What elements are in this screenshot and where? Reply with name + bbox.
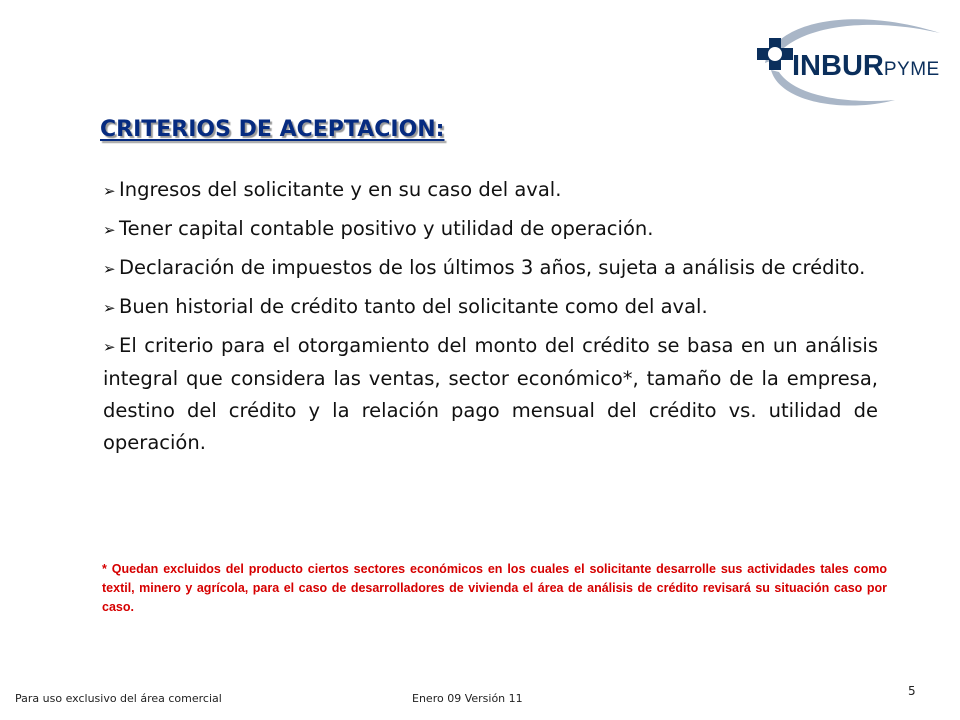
footer-version: Enero 09 Versión 11 <box>412 692 523 705</box>
footnote: * Quedan excluidos del producto ciertos sectores económicos en los cuales el solicitante desarrolle sus actividades tales como textil, minero y agrícola, para el caso de desarrolladores de vivienda el área de análisis de crédito revisará su situación caso por caso. <box>102 562 887 614</box>
bullet-text: Ingresos del solicitante y en su caso del aval. <box>119 178 562 201</box>
brand-small: PYME <box>883 59 940 80</box>
arrow-bullet-icon: ➢ <box>103 260 116 278</box>
list-item <box>103 252 878 285</box>
arrow-bullet-icon: ➢ <box>103 338 116 356</box>
bullet-text: El criterio para el otorgamiento del monto del crédito se basa en un análisis integral que considera las ventas, sector económico*, tamaño de la empresa, destino del crédito y la relación pago mensual del crédito vs. utilidad de operación. <box>103 334 878 454</box>
bullet-text: Buen historial de crédito tanto del solicitante como del aval. <box>119 295 708 318</box>
list-item <box>103 330 878 459</box>
list-item <box>103 213 878 246</box>
page-number: 5 <box>908 684 916 698</box>
list-item <box>103 291 878 324</box>
footer-left: Para uso exclusivo del área comercial <box>15 692 222 705</box>
inburpyme-logo <box>735 8 950 118</box>
criteria-list <box>103 174 878 465</box>
brand-bold: INBUR <box>792 50 884 82</box>
list-item <box>103 174 878 207</box>
arrow-bullet-icon: ➢ <box>103 299 116 317</box>
bullet-text: Tener capital contable positivo y utilidad de operación. <box>119 217 654 240</box>
section-heading: CRITERIOS DE ACEPTACION: <box>100 117 445 142</box>
bullet-text: Declaración de impuestos de los últimos 3 años, sujeta a análisis de crédito. <box>119 256 866 279</box>
arrow-bullet-icon: ➢ <box>103 221 116 239</box>
brand-wordmark <box>792 50 940 83</box>
arrow-bullet-icon: ➢ <box>103 182 116 200</box>
